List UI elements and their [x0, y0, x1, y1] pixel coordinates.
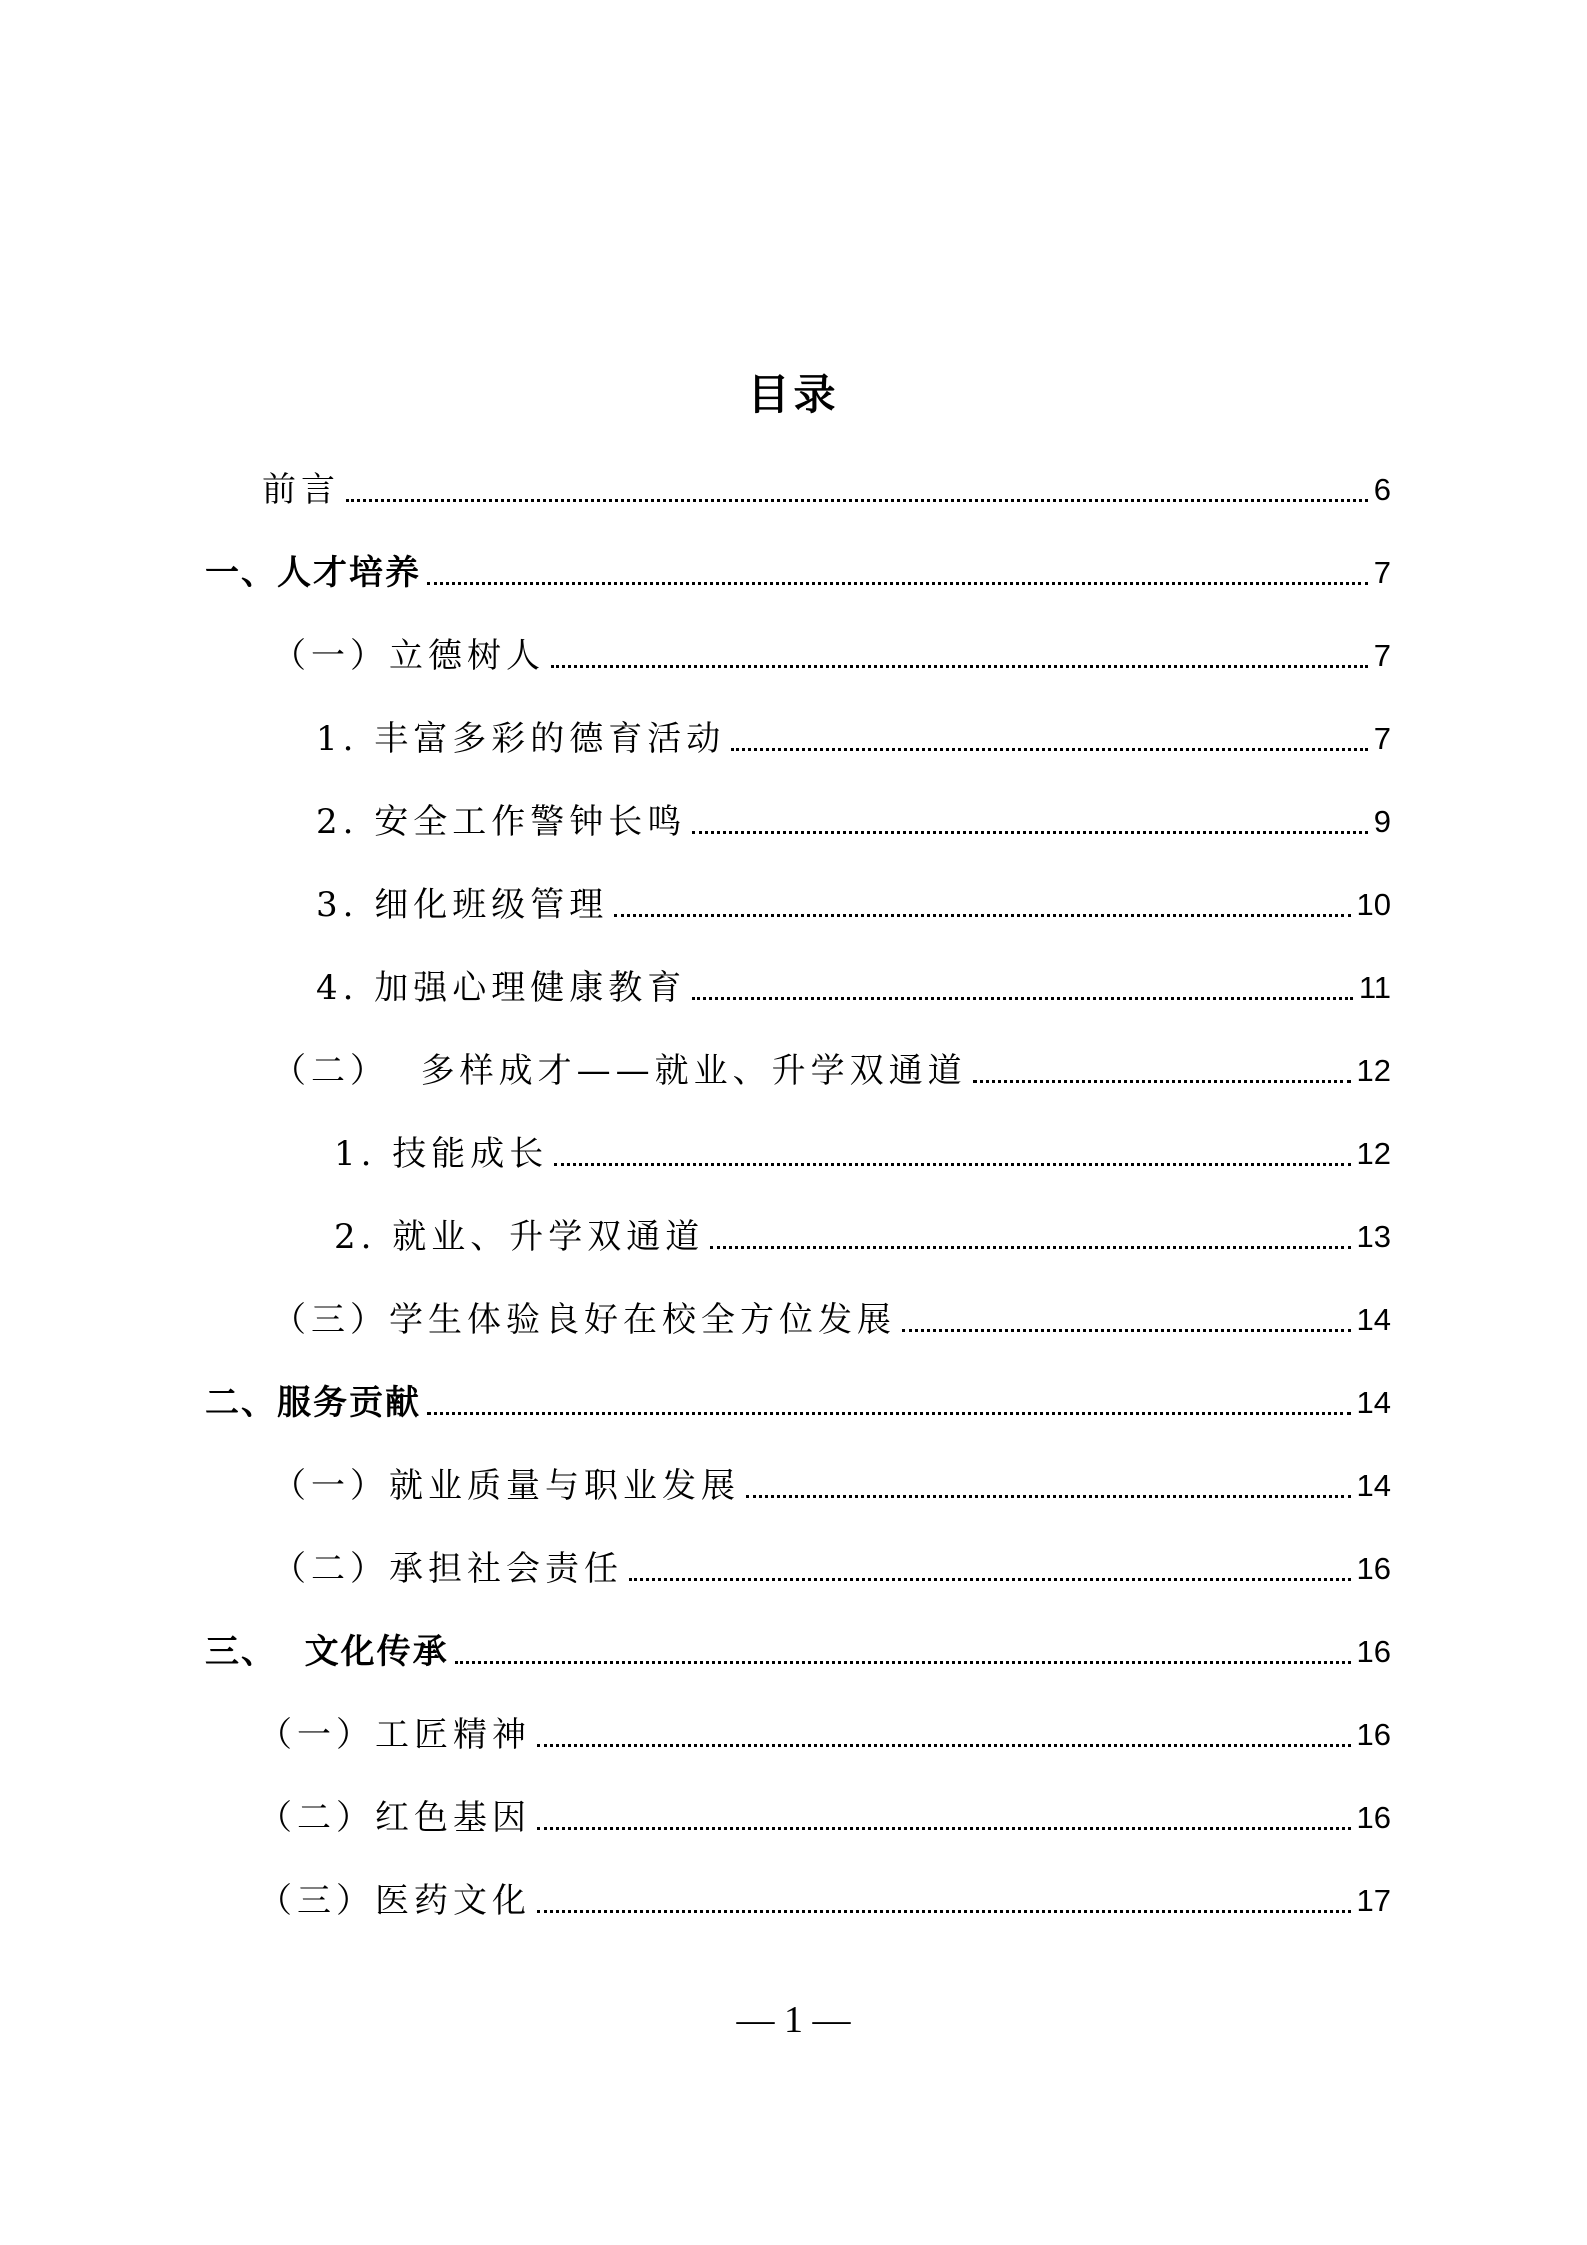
toc-entry-label: （二）红色基因 — [258, 1798, 531, 1838]
toc-entry-label: （三）学生体验良好在校全方位发展 — [272, 1300, 896, 1340]
toc-entry-page: 7 — [1373, 638, 1391, 673]
toc-entry-section-2-1[interactable] — [272, 1448, 1391, 1508]
toc-entry-page: 7 — [1373, 555, 1391, 590]
toc-entry-page: 16 — [1356, 1717, 1391, 1752]
dot-leader — [554, 1163, 1350, 1166]
toc-entry-section-1-2-2[interactable] — [334, 1199, 1391, 1259]
toc-entry-label: 4. 加强心理健康教育 — [316, 968, 687, 1008]
toc-entry-page: 16 — [1356, 1551, 1391, 1586]
dot-leader — [551, 665, 1368, 668]
dot-leader — [902, 1329, 1351, 1332]
toc-entry-label: （三）医药文化 — [258, 1881, 531, 1921]
dot-leader — [427, 1412, 1351, 1415]
toc-entry-page: 9 — [1373, 804, 1391, 839]
toc-entry-label: （一）工匠精神 — [258, 1715, 531, 1755]
toc-entry-label: 一、人才培养 — [205, 553, 421, 593]
dot-leader — [692, 831, 1368, 834]
toc-entry-section-3-3[interactable] — [258, 1863, 1391, 1923]
dot-leader — [629, 1578, 1351, 1581]
dot-leader — [537, 1827, 1351, 1830]
toc-entry-page: 17 — [1356, 1883, 1391, 1918]
toc-entry-section-2-2[interactable] — [272, 1531, 1391, 1591]
toc-entry-label: 3. 细化班级管理 — [316, 885, 609, 925]
toc-entry-page: 16 — [1356, 1634, 1391, 1669]
toc-entry-section-3[interactable] — [205, 1614, 1391, 1674]
toc-entry-section-1-1[interactable] — [272, 618, 1391, 678]
toc-entry-section-1-1-3[interactable] — [316, 867, 1391, 927]
toc-entry-section-1-2[interactable] — [272, 1033, 1391, 1093]
toc-entry-page: 11 — [1358, 970, 1391, 1005]
toc-entry-label: （二） 多样成才——就业、升学双通道 — [272, 1051, 967, 1091]
toc-entry-page: 14 — [1356, 1302, 1391, 1337]
toc-entry-section-1-2-1[interactable] — [334, 1116, 1391, 1176]
toc-entry-section-1-1-2[interactable] — [316, 784, 1391, 844]
dot-leader — [973, 1080, 1351, 1083]
toc-entry-label: 前言 — [262, 470, 340, 510]
dot-leader — [455, 1661, 1351, 1664]
toc-entry-page: 14 — [1356, 1468, 1391, 1503]
dot-leader — [537, 1744, 1351, 1747]
toc-entry-label: 1. 丰富多彩的德育活动 — [316, 719, 726, 759]
dot-leader — [710, 1246, 1350, 1249]
dot-leader — [692, 997, 1353, 1000]
toc-entry-page: 14 — [1356, 1385, 1391, 1420]
toc-entry-label: （一）就业质量与职业发展 — [272, 1466, 740, 1506]
toc-entry-label: 2. 安全工作警钟长鸣 — [316, 802, 687, 842]
toc-entry-section-3-2[interactable] — [258, 1780, 1391, 1840]
toc-entry-section-2[interactable] — [205, 1365, 1391, 1425]
page-number: — 1 — — [736, 1999, 851, 2041]
dot-leader — [614, 914, 1350, 917]
dot-leader — [731, 748, 1368, 751]
toc-entry-label: （二）承担社会责任 — [272, 1549, 623, 1589]
toc-entry-page: 13 — [1356, 1219, 1391, 1254]
toc-entry-section-1[interactable] — [205, 535, 1391, 595]
toc-entry-page: 16 — [1356, 1800, 1391, 1835]
dot-leader — [346, 499, 1368, 502]
toc-entry-label: （一）立德树人 — [272, 636, 545, 676]
toc-entry-label: 三、 文化传承 — [205, 1632, 449, 1672]
toc-entry-section-1-3[interactable] — [272, 1282, 1391, 1342]
toc-entry-label: 1. 技能成长 — [334, 1134, 549, 1174]
toc-entry-page: 6 — [1373, 472, 1391, 507]
toc-entry-page: 7 — [1373, 721, 1391, 756]
toc-title: 目录 — [747, 370, 840, 419]
toc-entry-section-3-1[interactable] — [258, 1697, 1391, 1757]
dot-leader — [537, 1910, 1351, 1913]
toc-entry-label: 二、服务贡献 — [205, 1383, 421, 1423]
toc-entry-label: 2. 就业、升学双通道 — [334, 1217, 705, 1257]
dot-leader — [427, 582, 1368, 585]
toc-entry-page: 12 — [1356, 1136, 1391, 1171]
dot-leader — [746, 1495, 1351, 1498]
toc-entry-page: 10 — [1356, 887, 1391, 922]
toc-entry-section-1-1-4[interactable] — [316, 950, 1391, 1010]
toc-entry-section-1-1-1[interactable] — [316, 701, 1391, 761]
toc-entry-preface[interactable] — [262, 452, 1391, 512]
toc-entry-page: 12 — [1356, 1053, 1391, 1088]
